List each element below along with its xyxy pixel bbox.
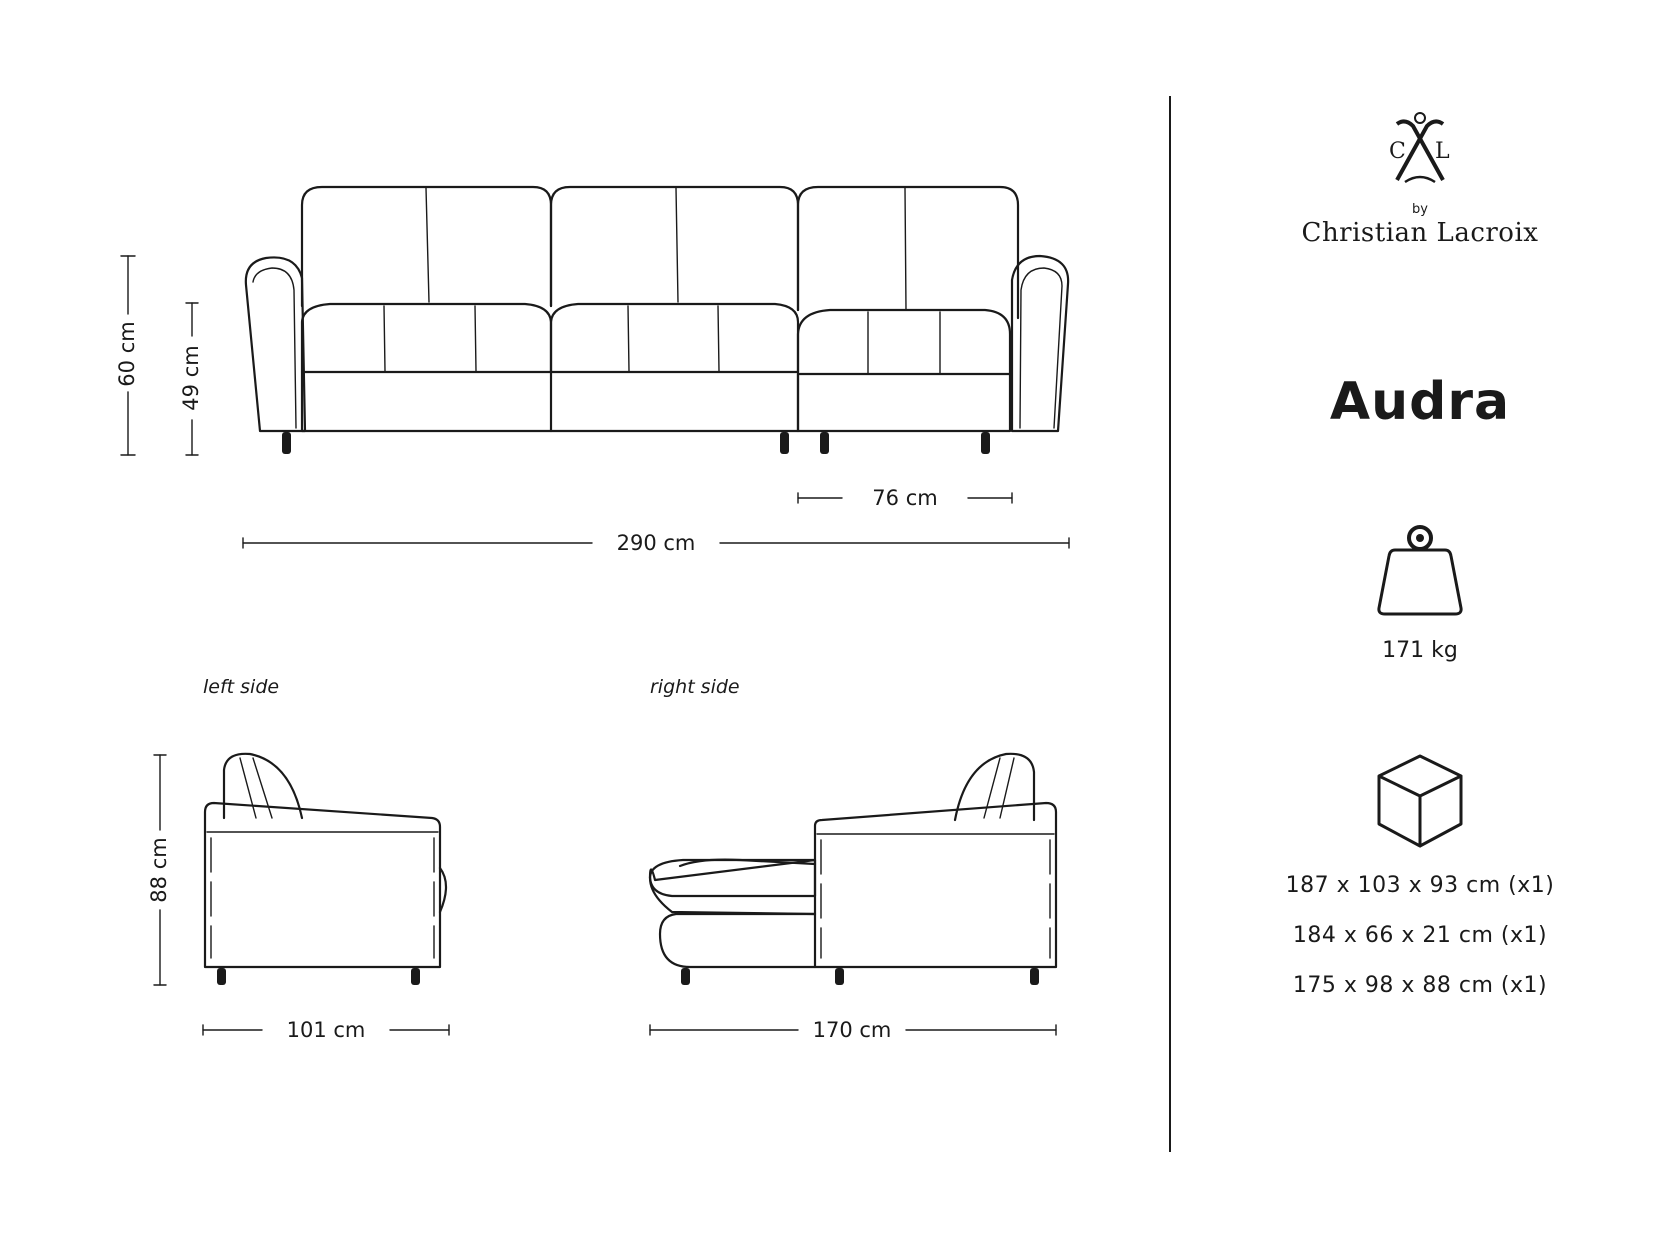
left-side-height-label: 88 cm <box>147 837 171 903</box>
leg <box>820 432 829 454</box>
weight-label: 171 kg <box>1382 638 1458 663</box>
right-side-label: right side <box>650 676 740 698</box>
dim-right-depth <box>650 1018 1056 1042</box>
product-name: Audra <box>1329 372 1511 432</box>
brand-by: by <box>1412 202 1428 217</box>
chaise-width-label: 76 cm <box>872 486 938 510</box>
left-side-sofa <box>205 754 446 985</box>
leg <box>411 968 420 985</box>
total-width-label: 290 cm <box>616 531 696 555</box>
cxl-monogram-logo <box>1385 110 1455 190</box>
front-view-sofa <box>246 187 1068 454</box>
back-cushion-right <box>798 187 1018 318</box>
package-dimension: 175 x 98 x 88 cm (x1) <box>1292 973 1548 998</box>
leg <box>780 432 789 454</box>
back-cushion-middle <box>551 187 798 310</box>
dim-height-total <box>115 256 139 455</box>
dim-total-width <box>243 531 1069 555</box>
dim-left-depth <box>203 1018 449 1042</box>
dim-left-height <box>147 755 171 985</box>
leg <box>217 968 226 985</box>
leg <box>1030 968 1039 985</box>
dim-chaise-width <box>798 486 1012 510</box>
seat-cushion-middle <box>551 304 798 372</box>
left-side-label: left side <box>203 676 280 698</box>
height-seat-label: 49 cm <box>179 345 203 411</box>
seat-cushion-left <box>302 304 551 372</box>
right-side-chaise-cushion <box>650 860 815 896</box>
box-icon <box>1375 750 1465 850</box>
chaise-seat-cushion <box>798 310 1010 374</box>
svg-text:L: L <box>1435 139 1450 164</box>
leg <box>681 968 690 985</box>
weight-icon <box>1375 518 1465 618</box>
right-side-sofa <box>650 754 1056 985</box>
package-dimension: 184 x 66 x 21 cm (x1) <box>1292 923 1548 948</box>
left-side-depth-label: 101 cm <box>286 1018 366 1042</box>
right-side-depth-label: 170 cm <box>812 1018 892 1042</box>
brand-name: Christian Lacroix <box>1301 218 1539 248</box>
package-dimension: 187 x 103 x 93 cm (x1) <box>1285 873 1555 898</box>
info-panel <box>1180 110 1660 1110</box>
right-side-body <box>815 803 1056 967</box>
leg <box>981 432 990 454</box>
leg <box>835 968 844 985</box>
height-total-label: 60 cm <box>115 321 139 387</box>
dim-height-seat <box>179 303 203 455</box>
right-side-chaise-base <box>660 914 815 967</box>
svg-text:C: C <box>1389 139 1406 164</box>
left-side-body <box>205 803 440 967</box>
leg <box>282 432 291 454</box>
chaise-base <box>798 374 1010 431</box>
